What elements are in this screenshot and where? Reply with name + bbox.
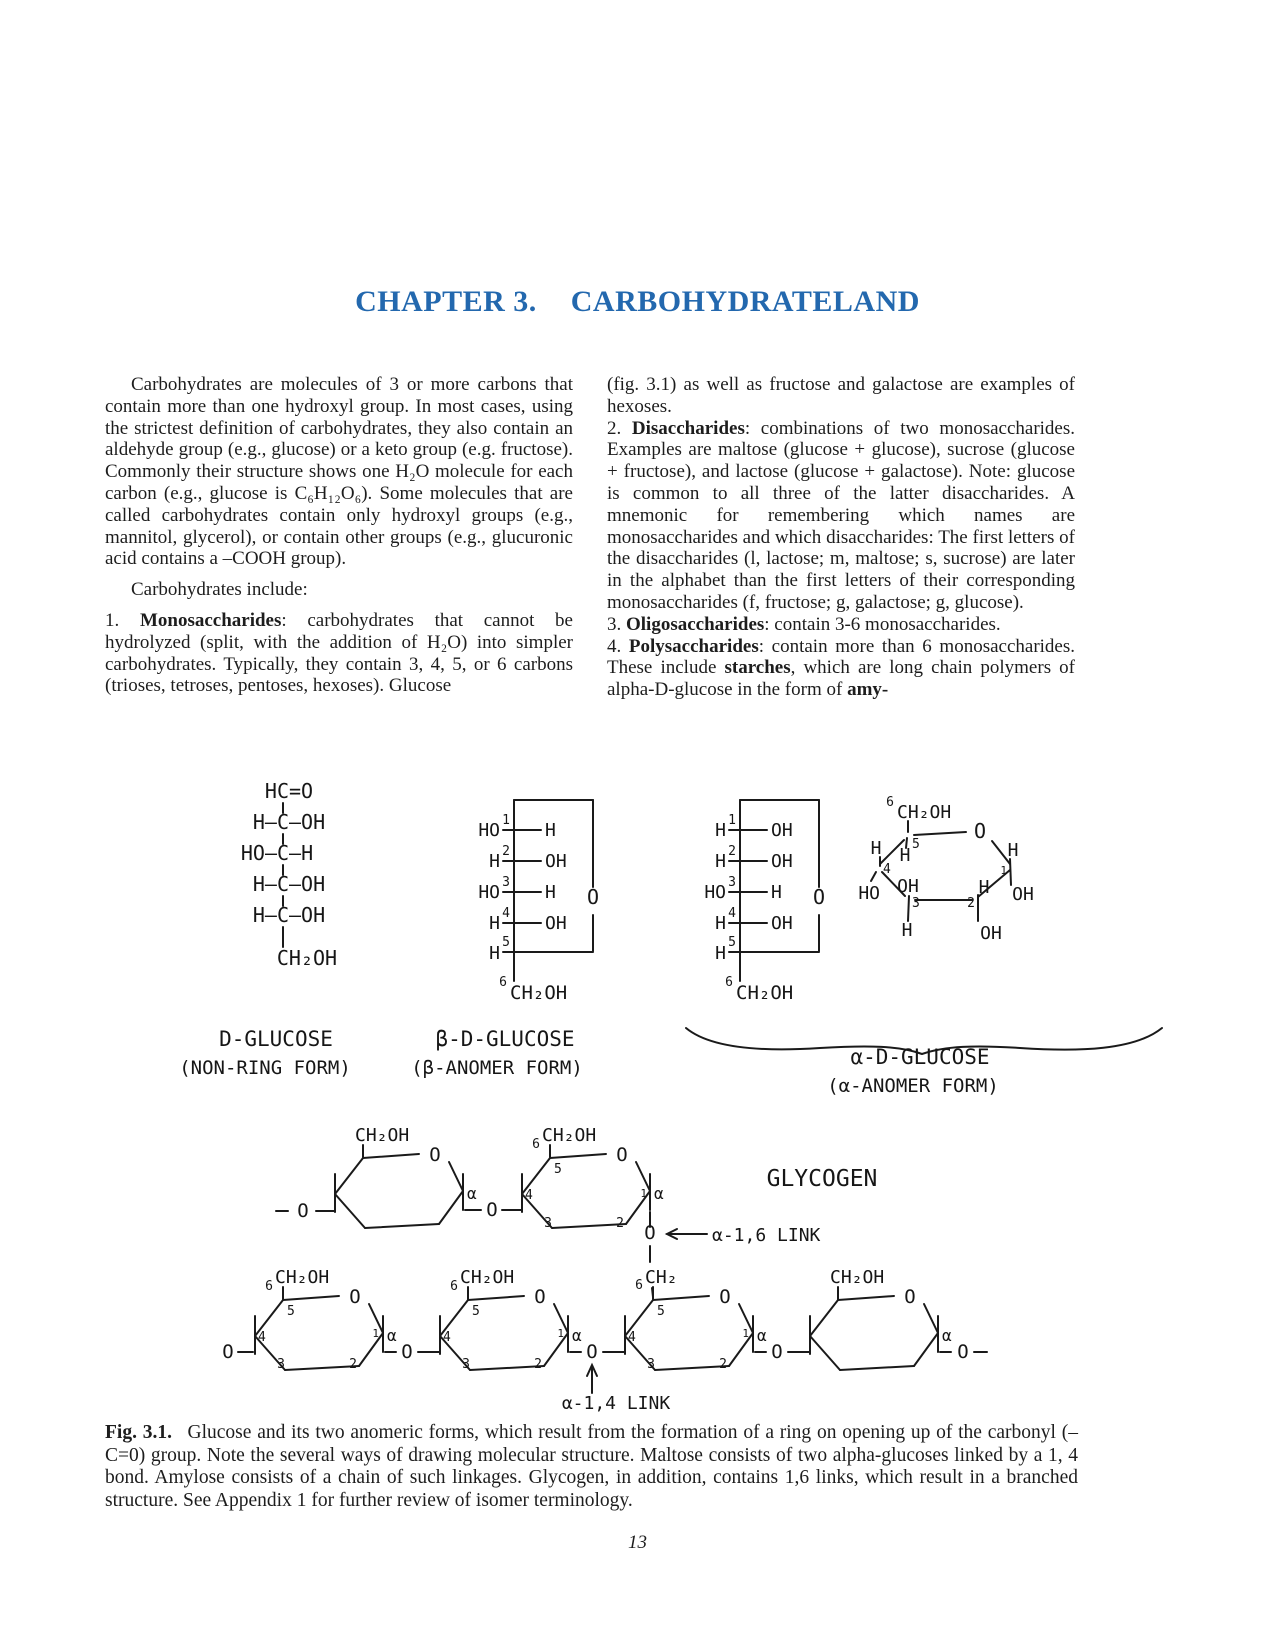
figure-label: H [489, 913, 500, 934]
figure-label: α [467, 1184, 477, 1203]
figure-label: O [973, 819, 987, 843]
figure-label: CH₂OH [897, 802, 952, 823]
figure-label: OH [897, 876, 919, 897]
figure-label: O [222, 1341, 234, 1363]
figure-label: 1 [640, 1187, 647, 1200]
figure-label: 5 [502, 935, 510, 950]
figure-label: 1 [742, 1327, 749, 1340]
alpha-glucose-form: (α-ANOMER FORM) [827, 1075, 999, 1097]
figure-label: O [719, 1286, 731, 1308]
figure-label: 4 [258, 1330, 266, 1345]
figure-label: O [616, 1144, 628, 1166]
figure-label: 1 [502, 813, 510, 828]
figure-label: 6 [499, 975, 507, 990]
figure-label: α [942, 1326, 952, 1345]
figure-label: 2 [728, 844, 736, 859]
figure-label: OH [545, 913, 567, 934]
d-glucose-name: D-GLUCOSE [219, 1027, 333, 1051]
alpha-14-link-label: α-1,4 LINK [561, 1393, 671, 1414]
text-segment: 3. [607, 613, 626, 635]
text-segment: 1. [105, 609, 140, 631]
figure-label: CH₂OH [276, 946, 338, 970]
figure-label: 2 [534, 1357, 542, 1372]
figure-label: H [901, 920, 913, 941]
figure-label: H [545, 882, 556, 903]
figure-label: 4 [525, 1188, 533, 1203]
text-segment: Disaccharides [631, 417, 745, 439]
figure-label: O [812, 885, 826, 909]
figure-label: 5 [554, 1162, 562, 1177]
figure-label: H [545, 820, 556, 841]
figure-label: CH₂OH [510, 982, 568, 1004]
alpha-glucose-name: α-D-GLUCOSE [850, 1045, 990, 1069]
text-segment: Carbohydrates include: [131, 579, 308, 601]
figure-label: 3 [277, 1357, 285, 1372]
figure-label: O [586, 885, 600, 909]
text-segment: : contain 3-6 monosaccharides. [764, 613, 1001, 635]
figure-label: HC=O [264, 779, 314, 803]
chapter-number: CHAPTER 3. [355, 285, 537, 318]
figure-label: H [715, 851, 726, 872]
figure-label: 3 [502, 875, 510, 890]
figure-label: HO [704, 882, 726, 903]
figure-label: 5 [287, 1304, 295, 1319]
figure-label: 1 [557, 1327, 564, 1340]
figure-label: OH [980, 923, 1002, 944]
figure-label: 4 [502, 906, 510, 921]
figure-label: 3 [912, 896, 920, 911]
figure-label: 6 [886, 795, 894, 810]
chapter-name: CARBOHYDRATELAND [570, 285, 920, 318]
figure-label: OH [771, 820, 793, 841]
text-segment: Glucose and its two anomeric forms, which result from the formation of a ring on opening up of the carbonyl (–C=0) group. Note the several ways of drawing molecular structure. Maltose consists of two alpha-glucoses linked by a 1, 4 bond. Amylose consists of a chain of such linkages. Glycogen, in addition, contains 1,6 links, which result in a branched structure. See Appendix 1 for further review of isomer terminology. [105, 1422, 1078, 1511]
text-segment: 4. [607, 635, 629, 657]
figure-label: 2 [967, 896, 975, 911]
page-number: 13 [628, 1532, 647, 1553]
figure-label: O [429, 1144, 441, 1166]
text-segment: 2. [607, 417, 632, 439]
figure-label: H–C–OH [252, 903, 326, 927]
figure-label: HO [478, 882, 500, 903]
figure-label: O [644, 1222, 656, 1244]
alpha-16-link-label: α-1,6 LINK [712, 1225, 821, 1246]
figure-label: 3 [647, 1357, 655, 1372]
figure-label: 2 [502, 844, 510, 859]
figure-label: 4 [883, 862, 891, 877]
figure-label: OH [771, 851, 793, 872]
text-segment: starches [724, 657, 791, 679]
d-glucose-form: (NON-RING FORM) [179, 1057, 351, 1079]
figure-caption [105, 1422, 1078, 1512]
figure-label: 6 [725, 975, 733, 990]
figure-label: α [757, 1326, 767, 1345]
figure-label: 3 [544, 1216, 552, 1231]
figure-label: 6 [265, 1279, 273, 1294]
text-segment: (fig. 3.1) as well as fructose and galactose are examples of hexoses. [607, 374, 1075, 417]
figure-label: H [715, 820, 726, 841]
text-segment: Oligosaccharides [626, 613, 765, 635]
text-segment: Fig. 3.1. [105, 1422, 172, 1443]
figure-label: 2 [616, 1216, 624, 1231]
text-segment: amy- [847, 679, 889, 701]
text-segment: , which are long chain polymers of alpha-D-glucose in the form of [607, 657, 1076, 701]
figure-label: H [978, 877, 990, 898]
figure-label: 4 [443, 1330, 451, 1345]
figure-label: H [899, 845, 911, 866]
figure-label: HO [478, 820, 500, 841]
figure-label: H [715, 913, 726, 934]
figure-label: CH₂OH [355, 1125, 410, 1146]
text-segment: Carbohydrates are molecules of 3 or more carbons that contain more than one hydroxyl group. In most cases, using the strictest definition of carbohydrates, they also contain an aldehyde group (e.g., glucose) or a keto group (e.g. fructose). Commonly their structure shows one H₂O molecule for each carbon (e.g., glucose is C₆H₁₂O₆). Some molecules that are called carbohydrates contain only hydroxyl groups (e.g., mannitol, glycerol), or contain other groups (e.g., glucuronic acid contains a –COOH group). [105, 374, 573, 570]
figure-label: O [771, 1341, 783, 1363]
figure-label: H [1007, 840, 1019, 861]
figure-label: O [586, 1341, 598, 1363]
figure-label: 5 [657, 1304, 665, 1319]
figure-label: 6 [532, 1137, 540, 1152]
figure-label: 2 [719, 1357, 727, 1372]
glycogen-label: GLYCOGEN [766, 1166, 878, 1192]
figure-label: OH [1012, 884, 1034, 905]
figure-label: 6 [450, 1279, 458, 1294]
figure-label: OH [545, 851, 567, 872]
figure-label: CH₂OH [736, 982, 794, 1004]
beta-glucose-name: β-D-GLUCOSE [435, 1027, 575, 1051]
text-segment: : carbohydrates that cannot be hydrolyzed (split, with the addition of H₂O) into simpler carbohydrates. Typically, they contain 3, 4, 5, or 6 carbons (trioses, tetroses, pentoses, hexoses). Glucose [105, 609, 573, 697]
figure-label: H [489, 851, 500, 872]
figure-label: α [572, 1326, 582, 1345]
figure-label: CH₂OH [542, 1125, 597, 1146]
figure-label: O [486, 1199, 498, 1221]
figure-label: O [349, 1286, 361, 1308]
figure-label: O [297, 1200, 309, 1222]
figure-label: O [401, 1341, 413, 1363]
figure-label: OH [771, 913, 793, 934]
figure-label: H [715, 943, 726, 964]
figure-label: H–C–OH [252, 872, 326, 896]
figure-label: CH₂OH [830, 1267, 885, 1288]
figure-label: H [771, 882, 782, 903]
figure-label: O [534, 1286, 546, 1308]
text-segment: Polysaccharides [628, 635, 759, 657]
figure-label: 2 [349, 1357, 357, 1372]
figure-label: 4 [728, 906, 736, 921]
figure-label: CH₂OH [275, 1267, 330, 1288]
figure-label: 1 [372, 1327, 379, 1340]
text-segment: : contain more than 6 monosaccharides. These include [607, 635, 1076, 679]
figure-label: H [870, 838, 882, 859]
figure-label: CH₂ [645, 1267, 678, 1288]
figure-label: 1 [728, 813, 736, 828]
figure-label: α [654, 1184, 664, 1203]
figure-label: O [904, 1286, 916, 1308]
figure-label: 3 [728, 875, 736, 890]
figure-label: 5 [472, 1304, 480, 1319]
beta-glucose-form: (β-ANOMER FORM) [411, 1057, 583, 1079]
figure-label: 4 [628, 1330, 636, 1345]
text-segment: Monosaccharides [139, 609, 282, 631]
figure-label: H–C–OH [252, 810, 326, 834]
figure-label: H [489, 943, 500, 964]
figure-label: 6 [635, 1278, 643, 1293]
figure-label: O [957, 1341, 969, 1363]
figure-label: 1 [1000, 864, 1007, 877]
figure-label: 5 [728, 935, 736, 950]
haworth-ring-bonds [871, 821, 1011, 921]
figure-label: 3 [462, 1357, 470, 1372]
figure-label: HO [858, 883, 880, 904]
figure-label: 5 [912, 837, 920, 852]
figure-label: HO–C–H [240, 841, 314, 865]
text-segment: : combinations of two monosaccharides. Examples are maltose (glucose + glucose), sucrose (glucose + fructose), and lactose (glucose + galactose). Note: glucose is common to all three of the latter disaccharides. A mnemonic for remembering which names are monosaccharides and which disaccharides: The first letters of the disaccharides (l, lactose; m, maltose; s, sucrose) are later in the alphabet than the first letters of their corresponding monosaccharides (f, fructose; g, galactose; g, glucose). [607, 417, 1076, 613]
figure-label: α [387, 1326, 397, 1345]
figure-label: CH₂OH [460, 1267, 515, 1288]
